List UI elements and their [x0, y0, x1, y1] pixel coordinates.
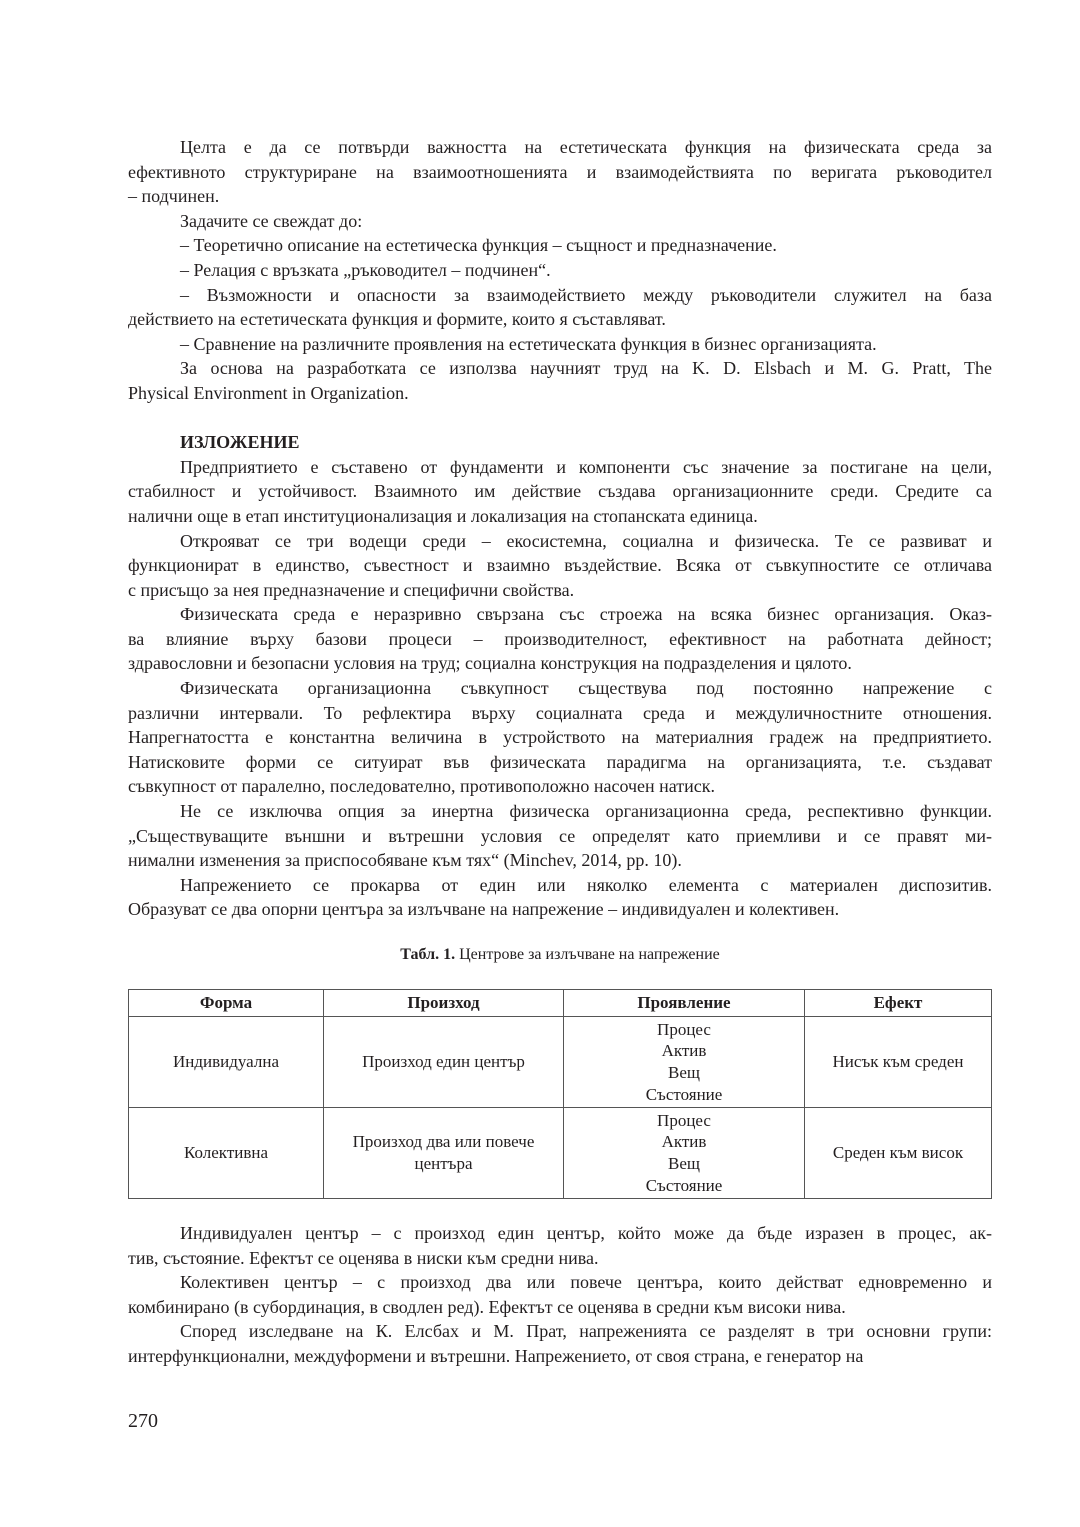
text-line: – Релация с връзката „ръководител – подчинен“.	[180, 259, 551, 280]
data-table	[128, 989, 992, 1199]
text-line: Физическата среда е неразривно свързана със строежа на всяка бизнес организация. Оказ-	[180, 604, 992, 625]
text-line: Physical Environment in Organization.	[128, 382, 409, 403]
manifestation-item: Състояние	[645, 1084, 723, 1104]
header-effect: Ефект	[805, 990, 992, 1017]
cell-effect: Среден към висок	[805, 1108, 992, 1199]
text-line: За основа на разработката се използва научният труд на K. D. Elsbach и M. G. Pratt, The	[180, 358, 992, 379]
manifestation-item: Актив	[661, 1132, 707, 1152]
text-line: Образуват се два опорни центъра за излъчване на напрежение – индивидуален и колективен.	[128, 899, 840, 920]
text-line: с присъщо за нея предназначение и специфични свойства.	[128, 579, 575, 600]
cell-origin: Произход един център	[324, 1017, 564, 1108]
text-line: различни интервали. То рефлектира върху социалната среда и междуличностните отношения.	[128, 702, 992, 723]
text-line: ефективното структуриране на взаимоотношенията и взаимодействията по веригата ръководител	[128, 161, 992, 182]
manifestation-item: Процес	[657, 1019, 711, 1039]
text-line: Предприятието е съставено от фундаменти и компоненти със значение за постигане на цели,	[180, 456, 992, 477]
table-row	[129, 1017, 992, 1108]
text-line: интерфункционални, междуформени и вътрешни. Напрежението, от своя страна, е генератор на	[128, 1345, 864, 1366]
text-line: ва влияние върху базови процеси – производителност, ефективност на работната дейност;	[128, 628, 992, 649]
text-line: Натисковите форми се ситуират във физическата парадигма на организацията, т.е. създават	[128, 751, 992, 772]
header-form: Форма	[129, 990, 324, 1017]
cell-manifestation	[564, 1017, 805, 1108]
table-caption	[128, 943, 992, 967]
cell-form: Колективна	[129, 1108, 324, 1199]
text-line: Физическата организационна съвкупност съществува под постоянно напрежение с	[180, 678, 992, 699]
text-line: нимални изменения за приспособяване към тях“ (Minchev, 2014, pp. 10).	[128, 850, 682, 871]
text-line: здравословни и безопасни условия на труд; социална конструкция на подразделения и цялото.	[128, 653, 852, 674]
body-section	[128, 455, 992, 922]
text-line: – Теоретично описание на естетическа функция – същност и предназначение.	[180, 235, 777, 256]
section-heading: ИЗЛОЖЕНИЕ	[180, 432, 300, 453]
text-line: съвкупност от паралелно, последователно, противоположно насочен натиск.	[128, 776, 716, 797]
table-header-row	[129, 990, 992, 1017]
text-line: Според изследване на К. Елсбах и М. Прат, напреженията се разделят в три основни групи:	[180, 1321, 992, 1342]
text-line: – подчинен.	[128, 186, 220, 207]
text-line: действието на естетическата функция и формите, които я съставляват.	[128, 309, 666, 330]
page-number: 270	[128, 1410, 158, 1432]
header-manifestation: Проявление	[564, 990, 805, 1017]
table-caption-label: Табл. 1.	[400, 946, 456, 963]
manifestation-item: Състояние	[645, 1175, 723, 1195]
cell-origin: Произход два или повече центъра	[324, 1108, 564, 1199]
text-line: Открояват се три водещи среди – екосистемна, социална и физическа. Те се развиват и	[180, 530, 992, 551]
manifestation-item: Вещ	[668, 1063, 700, 1082]
text-line: Напрегнатостта е константна величина в устройството на материалния градеж на предприятието.	[128, 727, 992, 748]
text-line: Индивидуален център – с произход един център, който може да бъде изразен в процес, ак-	[180, 1223, 992, 1243]
text-line: Напрежението се прокарва от един или няколко елемента с материален диспозитив.	[180, 874, 992, 895]
text-line: Не се изключва опция за инертна физическа организационна среда, респективно функции.	[180, 801, 992, 822]
text-line: Целта е да се потвърди важността на естетическата функция на физическата среда за	[180, 137, 992, 157]
manifestation-item: Процес	[657, 1110, 711, 1130]
cell-form: Индивидуална	[129, 1017, 324, 1108]
header-origin: Произход	[324, 990, 564, 1017]
text-line: „Съществуващите външни и вътрешни условия се определят като приемливи и се правят ми-	[128, 825, 992, 846]
table-caption-text: Центрове за излъчване на напрежение	[455, 946, 720, 963]
text-line: функционират в единство, съвестност и взаимно въздействие. Всяка от съвкупностите се отличава	[128, 555, 992, 576]
text-line: стабилност и устойчивост. Взаимното им действие създава организационните среди. Средите са	[128, 481, 992, 502]
text-line: Задачите се свеждат до:	[180, 210, 363, 231]
intro-section	[128, 135, 992, 406]
manifestation-item: Актив	[661, 1041, 707, 1061]
text-line: тив, състояние. Ефектът се оценява в ниски към средни нива.	[128, 1247, 599, 1268]
document-page	[128, 135, 992, 1369]
after-table-section	[128, 1221, 992, 1369]
text-line: налични още в етап институционализация и локализация на стопанската единица.	[128, 505, 758, 526]
text-line: комбинирано (в субординация, в сводлен ред). Ефектът се оценява в средни към високи нива.	[128, 1296, 846, 1317]
text-line: Колективен център – с произход два или повече центъра, които действат едновременно и	[180, 1272, 992, 1293]
text-line: – Възможности и опасности за взаимодействието между ръководители служител на база	[180, 284, 992, 305]
table-row	[129, 1108, 992, 1199]
cell-effect: Нисък към среден	[805, 1017, 992, 1108]
cell-manifestation	[564, 1108, 805, 1199]
manifestation-item: Вещ	[668, 1154, 700, 1173]
text-line: – Сравнение на различните проявления на естетическата функция в бизнес организацията.	[180, 333, 877, 354]
